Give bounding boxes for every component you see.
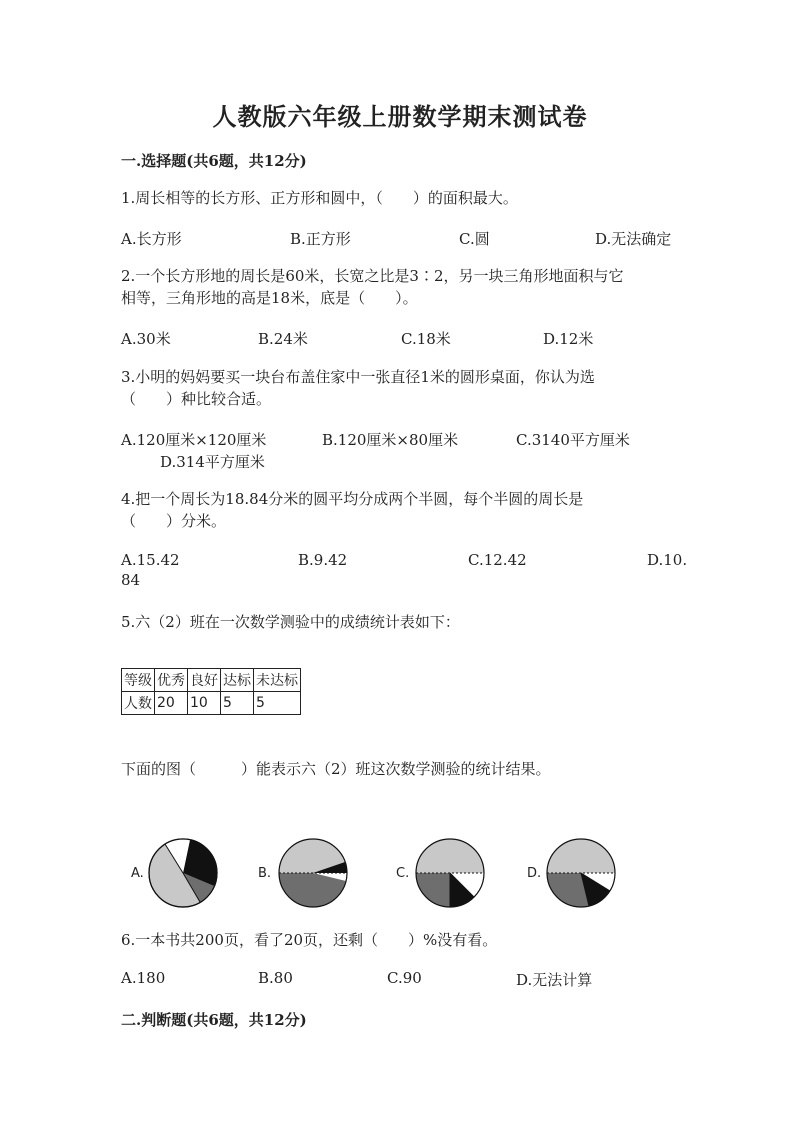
q6-option-d[interactable]: D.无法计算	[516, 971, 593, 989]
q1-option-d[interactable]: D.无法确定	[595, 230, 672, 248]
q4-option-b[interactable]: B.9.42	[298, 551, 348, 569]
score-table	[121, 668, 301, 715]
q1-option-a[interactable]: A.长方形	[121, 230, 182, 248]
section-1-heading: 一.选择题(共6题，共12分)	[121, 152, 307, 170]
q1-option-c[interactable]: C.圆	[459, 230, 490, 248]
q2-option-a[interactable]: A.30米	[121, 330, 171, 348]
table-cell: 5	[254, 692, 301, 715]
table-cell: 优秀	[155, 669, 188, 692]
q3-option-a[interactable]: A.120厘米×120厘米	[121, 431, 267, 449]
question-3-stem-line-2: （ ）种比较合适。	[121, 390, 272, 408]
question-4-stem-line-1: 4.把一个周长为18.84分米的圆平均分成两个半圆，每个半圆的周长是	[121, 490, 584, 508]
q4-option-a[interactable]: A.15.42	[121, 551, 180, 569]
q3-option-c[interactable]: C.3140平方厘米	[516, 431, 630, 449]
question-5-stem: 5.六（2）班在一次数学测验中的成绩统计表如下：	[121, 613, 460, 631]
table-cell: 良好	[188, 669, 221, 692]
q1-option-b[interactable]: B.正方形	[290, 230, 351, 248]
pie-option-a-label[interactable]: A.	[131, 866, 144, 881]
q2-option-d[interactable]: D.12米	[543, 330, 594, 348]
page-title: 人教版六年级上册数学期末测试卷	[212, 102, 588, 131]
question-3-stem-line-1: 3.小明的妈妈要买一块台布盖住家中一张直径1米的圆形桌面，你认为选	[121, 368, 595, 386]
score-table-header-row	[122, 669, 301, 692]
q2-option-c[interactable]: C.18米	[401, 330, 451, 348]
pie-option-b-label[interactable]: B.	[258, 866, 272, 881]
table-cell: 10	[188, 692, 221, 715]
table-cell: 5	[221, 692, 254, 715]
pie-option-c-label[interactable]: C.	[396, 866, 410, 881]
q4-option-d[interactable]: D.10.	[647, 551, 688, 569]
table-cell: 达标	[221, 669, 254, 692]
question-2-stem-line-1: 2.一个长方形地的周长是60米，长宽之比是3∶2，另一块三角形地面积与它	[121, 267, 624, 285]
q4-option-d-continued: 84	[121, 571, 141, 589]
question-4-stem-line-2: （ ）分米。	[121, 512, 227, 530]
pie-option-b[interactable]	[276, 836, 350, 910]
table-cell: 人数	[122, 692, 155, 715]
pie-option-c[interactable]	[413, 836, 487, 910]
pie-option-d[interactable]	[544, 836, 618, 910]
q6-option-a[interactable]: A.180	[121, 969, 166, 987]
question-2-stem-line-2: 相等，三角形地的高是18米，底是（ ）。	[121, 289, 418, 307]
q3-option-b[interactable]: B.120厘米×80厘米	[322, 431, 459, 449]
pie-option-d-label[interactable]: D.	[527, 866, 542, 881]
q6-option-c[interactable]: C.90	[387, 969, 422, 987]
question-6-stem: 6.一本书共200页，看了20页，还剩（ ）%没有看。	[121, 931, 498, 949]
table-cell: 20	[155, 692, 188, 715]
q3-option-d[interactable]: D.314平方厘米	[160, 453, 265, 471]
question-5-stem-2: 下面的图（ ）能表示六（2）班这次数学测验的统计结果。	[121, 760, 551, 778]
score-table-data-row	[122, 692, 301, 715]
question-1-stem: 1.周长相等的长方形、正方形和圆中，（ ）的面积最大。	[121, 189, 518, 207]
pie-option-a[interactable]	[146, 836, 220, 910]
section-2-heading: 二.判断题(共6题，共12分)	[121, 1011, 307, 1029]
table-cell: 未达标	[254, 669, 301, 692]
q6-option-b[interactable]: B.80	[258, 969, 293, 987]
table-cell: 等级	[122, 669, 155, 692]
q4-option-c[interactable]: C.12.42	[468, 551, 527, 569]
q2-option-b[interactable]: B.24米	[258, 330, 308, 348]
